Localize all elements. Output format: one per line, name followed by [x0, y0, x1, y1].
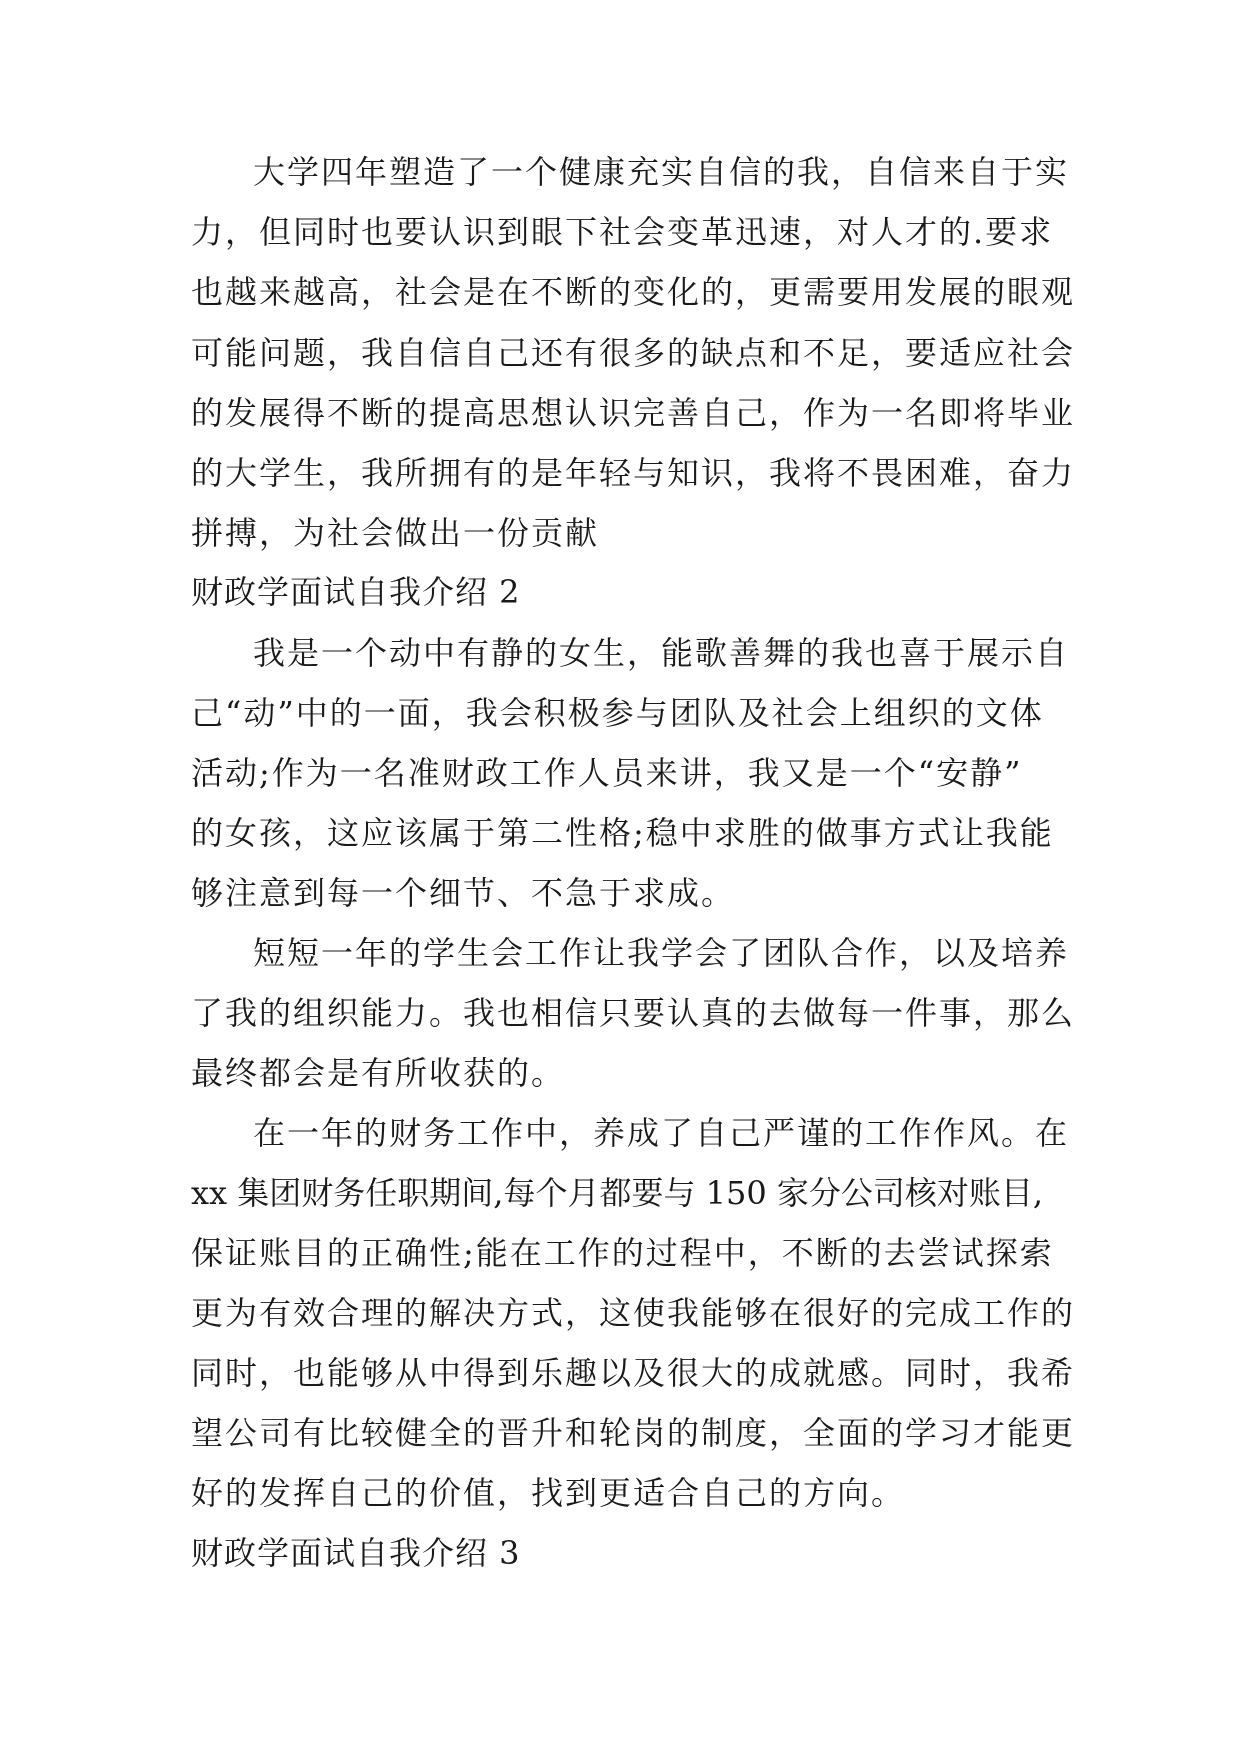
paragraph-2-line-1: 我是一个动中有静的女生，能歌善舞的我也喜于展示自	[253, 634, 1070, 672]
paragraph-4-line-4: 更为有效合理的解决方式，这使我能够在很好的完成工作的	[191, 1294, 1076, 1332]
paragraph-1-line-1: 大学四年塑造了一个健康充实自信的我，自信来自于实	[253, 153, 1070, 191]
paragraph-2-line-3: 活动;作为一名准财政工作人员来讲，我又是一个“安静”	[191, 754, 1023, 792]
paragraph-4-line-7: 好的发挥自己的价值，找到更适合自己的方向。	[191, 1474, 906, 1512]
paragraph-3-line-2: 了我的组织能力。我也相信只要认真的去做每一件事，那么	[191, 994, 1076, 1032]
section-heading-3: 财政学面试自我介绍 3	[191, 1534, 521, 1572]
paragraph-1-line-4: 可能问题，我自信自己还有很多的缺点和不足，要适应社会	[191, 334, 1076, 372]
paragraph-3-line-1: 短短一年的学生会工作让我学会了团队合作，以及培养	[253, 934, 1070, 972]
section-heading-2: 财政学面试自我介绍 2	[191, 573, 521, 611]
paragraph-2-line-4: 的女孩，这应该属于第二性格;稳中求胜的做事方式让我能	[191, 814, 1054, 852]
paragraph-3-line-3: 最终都会是有所收获的。	[191, 1054, 566, 1092]
paragraph-1-line-6: 的大学生，我所拥有的是年轻与知识，我将不畏困难，奋力	[191, 454, 1076, 492]
paragraph-4-line-6: 望公司有比较健全的晋升和轮岗的制度，全面的学习才能更	[191, 1414, 1076, 1452]
paragraph-1-line-2: 力，但同时也要认识到眼下社会变革迅速，对人才的.要求	[191, 213, 1054, 251]
paragraph-2-line-5: 够注意到每一个细节、不急于求成。	[191, 874, 736, 912]
paragraph-1-line-3: 也越来越高，社会是在不断的变化的，更需要用发展的眼观	[191, 273, 1076, 311]
paragraph-2-line-2: 己“动”中的一面，我会积极参与团队及社会上组织的文体	[191, 694, 1044, 732]
paragraph-4-line-1: 在一年的财务工作中，养成了自己严谨的工作作风。在	[253, 1114, 1070, 1152]
paragraph-4-line-5: 同时，也能够从中得到乐趣以及很大的成就感。同时，我希	[191, 1354, 1076, 1392]
paragraph-4-line-2: xx 集团财务任职期间,每个月都要与 150 家分公司核对账目,	[191, 1174, 1044, 1212]
paragraph-1-line-5: 的发展得不断的提高思想认识完善自己，作为一名即将毕业	[191, 394, 1076, 432]
paragraph-1-line-7: 拼搏，为社会做出一份贡献	[191, 514, 600, 552]
paragraph-4-line-3: 保证账目的正确性;能在工作的过程中，不断的去尝试探索	[191, 1234, 1054, 1272]
